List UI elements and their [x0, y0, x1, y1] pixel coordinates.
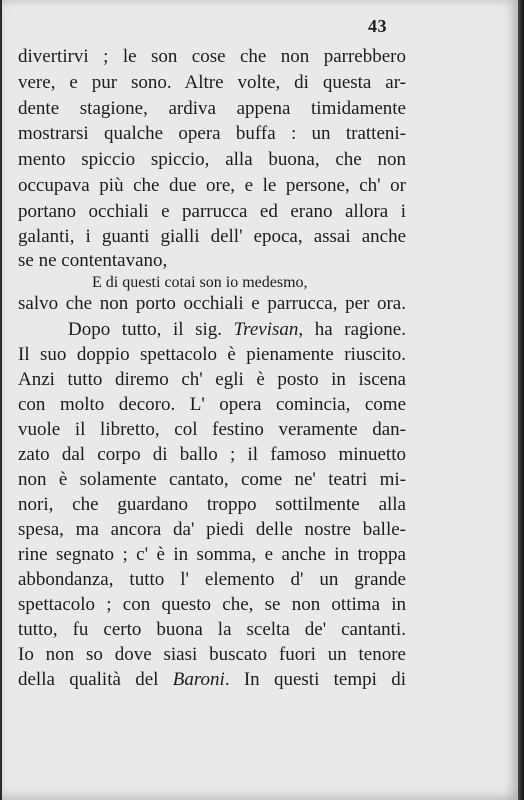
text-line-17: zato dal corpo di ballo ; il famoso minuetto	[18, 444, 406, 465]
book-page	[2, 0, 518, 800]
text-line-16: vuole il libretto, col festino veramente dan-	[18, 419, 406, 440]
text-line-25: Io non so dove siasi buscato fuori un tenore	[18, 644, 406, 665]
text-segment: , ha ragione.	[298, 319, 406, 340]
text-line-20: spesa, ma ancora da' piedi delle nostre balle-	[18, 519, 406, 540]
page-edge-shadow	[518, 0, 524, 800]
text-line-12	[68, 318, 406, 342]
text-line-24: tutto, fu certo buona la scelta de' cantanti.	[18, 619, 406, 640]
text-line-5: mento spiccio spiccio, alla buona, che non	[18, 149, 406, 170]
text-line-13: Il suo doppio spettacolo è pienamente riuscito.	[18, 344, 406, 365]
text-line-21: rine segnato ; c' è in somma, e anche in troppa	[18, 544, 406, 565]
page-number: 43	[368, 16, 387, 36]
text-line-14: Anzi tutto diremo ch' egli è posto in iscena	[18, 369, 406, 390]
text-line-26	[18, 668, 406, 692]
text-line-2: vere, e pur sono. Altre volte, di questa ar-	[18, 72, 406, 93]
name-baroni: Baroni	[172, 669, 225, 690]
text-line-9: se ne contentavano,	[18, 250, 168, 271]
verse-quotation: E di questi cotai son io medesmo,	[92, 274, 308, 291]
text-line-1: divertirvi ; le son cose che non parrebbero	[18, 46, 406, 67]
text-segment: Dopo tutto, il sig.	[68, 319, 223, 340]
text-line-22: abbondanza, tutto l' elemento d' un grande	[18, 569, 406, 590]
text-line-8: galanti, i guanti gialli dell' epoca, assai anche	[18, 226, 406, 247]
name-trevisan: Trevisan	[233, 319, 299, 340]
text-line-11: salvo che non porto occhiali e parrucca, per ora.	[18, 293, 406, 314]
text-line-6: occupava più che due ore, e le persone, ch' or	[18, 175, 406, 196]
text-line-4: mostrarsi qualche opera buffa : un tratteni-	[18, 123, 406, 144]
text-line-19: nori, che guardano troppo sottilmente alla	[18, 494, 406, 515]
text-line-3: dente stagione, ardiva appena timidamente	[18, 98, 406, 119]
text-line-23: spettacolo ; con questo che, se non ottima in	[18, 594, 406, 615]
text-segment: della qualità del	[18, 669, 159, 690]
text-segment: . In questi tempi di	[224, 669, 407, 690]
text-line-18: non è solamente cantato, come ne' teatri mi-	[18, 469, 406, 490]
text-line-15: con molto decoro. L' opera comincia, come	[18, 394, 406, 415]
text-line-7: portano occhiali e parrucca ed erano allora i	[18, 201, 406, 222]
